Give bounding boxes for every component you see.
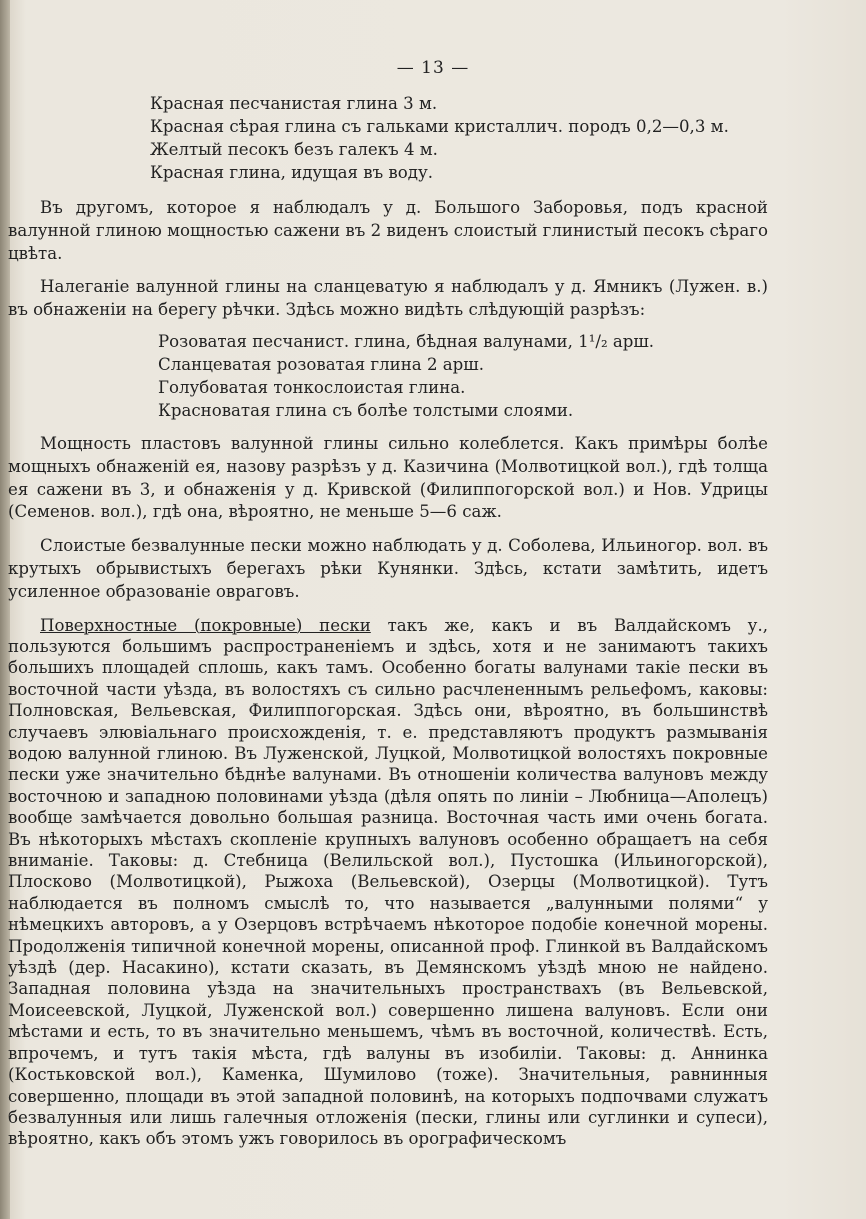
section-row: Красноватая глина съ болѣе толстыми слоями. bbox=[158, 400, 574, 420]
section-row: Желтый песокъ безъ галекъ 4 м. bbox=[150, 140, 438, 159]
paragraph bbox=[8, 615, 768, 1150]
paragraph: Мощность пластовъ валунной глины сильно колеблется. Какъ примѣры болѣе мощныхъ обнаженій ея, назову разрѣзъ у д. Казичина (Молвотицкой вол.), гдѣ толща ея сажени въ 3, и обнаженія у д. Кривской (Филиппогорской вол.) и Нов. Удрицы (Семенов. вол.), гдѣ она, вѣроятно, не меньше 5—6 саж. bbox=[8, 433, 768, 522]
paragraph: Налеганіе валунной глины на сланцеватую я наблюдалъ у д. Ямникъ (Лужен. в.) въ обнаженіи на берегу рѣчки. Здѣсь можно видѣть слѣдующій разрѣзъ: bbox=[8, 277, 768, 320]
section-table-middle bbox=[158, 330, 768, 422]
section-row: Красная глина, идущая въ воду. bbox=[150, 163, 434, 182]
section-row: Голубоватая тонкослоистая глина. bbox=[158, 377, 466, 397]
section-row: Сланцеватая розоватая глина 2 арш. bbox=[158, 354, 485, 374]
underlined-term: Поверхностные (покровные) пески bbox=[40, 615, 371, 635]
page-body bbox=[8, 90, 768, 1150]
section-table-top bbox=[150, 92, 768, 184]
section-row: Розоватая песчанист. глина, бѣдная валунами, 1¹/₂ арш. bbox=[158, 331, 655, 351]
page-number: — 13 — bbox=[396, 58, 470, 78]
paragraph-text: такъ же, какъ и въ Валдайскомъ у., пользуются большимъ распространеніемъ и здѣсь, хотя и не занимаютъ такихъ большихъ площадей сплошь, какъ тамъ. Особенно богаты валунами такіе пески въ восточной части уѣзда, въ волостяхъ съ сильно расчлененнымъ рельефомъ, каковы: Полновская, Вельевская, Филиппогорская. Здѣсь они, вѣроятно, въ большинствѣ случаевъ элювіальнаго происхожденія, т. е. представляютъ продуктъ размыванія водою валунной глиною. Въ Луженской, Луцкой, Молвотицкой волостяхъ покровные пески уже значительно бѣднѣе валунами. Въ отношеніи количества валуновъ между восточною и западною половинами уѣзда (дѣля опять по линіи – Любница—Аполецъ) вообще замѣчается довольно большая разница. Восточная часть ими очень богата. Въ нѣкоторыхъ мѣстахъ скопленіе крупныхъ валуновъ особенно обращаетъ на себя вниманіе. Таковы: д. Стебница (Велильской вол.), Пустошка (Ильиногорской), Плосково (Молвотицкой), Рыжоха (Вельевской), Озерцы (Молвотицкой). Тутъ наблюдается въ полномъ смыслѣ то, что называется „валунными полями“ у нѣмецкихъ авторовъ, а у Озерцовъ встрѣчаемъ нѣкоторое подобіе конечной морены. Продолженія типичной конечной морены, описанной проф. Глинкой въ Валдайскомъ уѣздѣ (дер. Насакино), кстати сказать, въ Демянскомъ уѣздѣ мною не найдено. Западная половина уѣзда на значительныхъ пространствахъ (въ Вельевской, Моисеевской, Луцкой, Луженской вол.) совершенно лишена валуновъ. Если они мѣстами и есть, то въ значительно меньшемъ, чѣмъ въ восточной, количествѣ. Есть, впрочемъ, и тутъ такія мѣста, гдѣ валуны въ изобиліи. Таковы: д. Аннинка (Костьковской вол.), Каменка, Шумилово (тоже). Значительныя, равнинныя совершенно, площади въ этой западной половинѣ, на которыхъ подпочвами служатъ безвалунныя или лишь галечныя отложенія (пески, глины или суглинки и супеси), вѣроятно, какъ объ этомъ ужъ говорилось въ орографическомъ bbox=[8, 615, 769, 1149]
section-row: Красная песчанистая глина 3 м. bbox=[150, 94, 438, 113]
section-row: Красная сѣрая глина съ гальками кристаллич. породъ 0,2—0,3 м. bbox=[150, 117, 729, 136]
paragraph: Слоистые безвалунные пески можно наблюдать у д. Соболева, Ильиногор. вол. въ крутыхъ обрывистыхъ берегахъ рѣки Кунянки. Здѣсь, кстати замѣтить, идетъ усиленное образованіе овраговъ. bbox=[8, 536, 768, 601]
paragraph: Въ другомъ, которое я наблюдалъ у д. Большого Заборовья, подъ красной валунной глиною мощностью сажени въ 2 виденъ слоистый глинистый песокъ сѣраго цвѣта. bbox=[8, 198, 768, 263]
